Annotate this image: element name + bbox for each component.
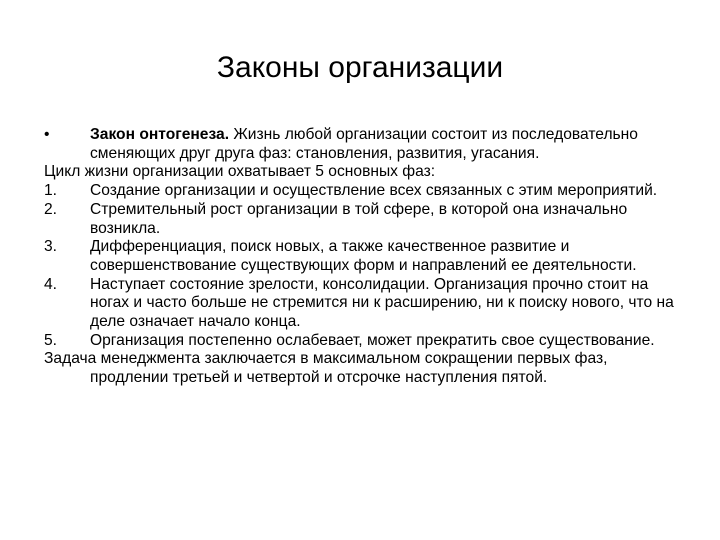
phase-text: Дифференциация, поиск новых, а также качественное развитие и совершенствование существующих форм и направлений ее деятельности.	[90, 238, 637, 274]
phase-text: Организация постепенно ослабевает, может прекратить свое существование.	[90, 331, 655, 349]
phase-item-1	[44, 182, 684, 201]
phase-number: 4.	[44, 275, 58, 293]
slide-title: Законы организации	[216, 51, 504, 84]
management-task: Задача менеджмента заключается в максимальном сокращении первых фаз, продлении третьей и четвертой и отсрочке наступления пятой.	[44, 350, 608, 387]
phase-item-2	[44, 201, 684, 238]
slide-body	[44, 126, 684, 388]
phase-number: 5.	[44, 331, 58, 349]
phase-number: 3.	[44, 238, 58, 256]
phase-text: Стремительный рост организации в той сфере, в которой она изначально возникла.	[90, 200, 628, 237]
law-text: Жизнь любой организации состоит из последовательно сменяющих друг друга фаз: становления, развития, угасания.	[90, 126, 638, 162]
phase-item-3	[44, 238, 684, 275]
bullet-marker: •	[44, 126, 50, 143]
phase-item-5	[44, 332, 684, 351]
cycle-intro: Цикл жизни организации охватывает 5 основных фаз:	[44, 163, 436, 181]
phase-text: Создание организации и осуществление всех связанных с этим мероприятий.	[90, 182, 658, 200]
phase-number: 1.	[44, 182, 58, 200]
phase-text: Наступает состояние зрелости, консолидации. Организация прочно стоит на ногах и часто больше не стремится ни к расширению, ни к поиску нового, что на деле означает начало конца.	[90, 275, 674, 331]
phase-item-4	[44, 276, 684, 332]
law-paragraph	[44, 126, 684, 163]
phase-number: 2.	[44, 200, 58, 218]
law-name: Закон онтогенеза.	[90, 126, 230, 143]
